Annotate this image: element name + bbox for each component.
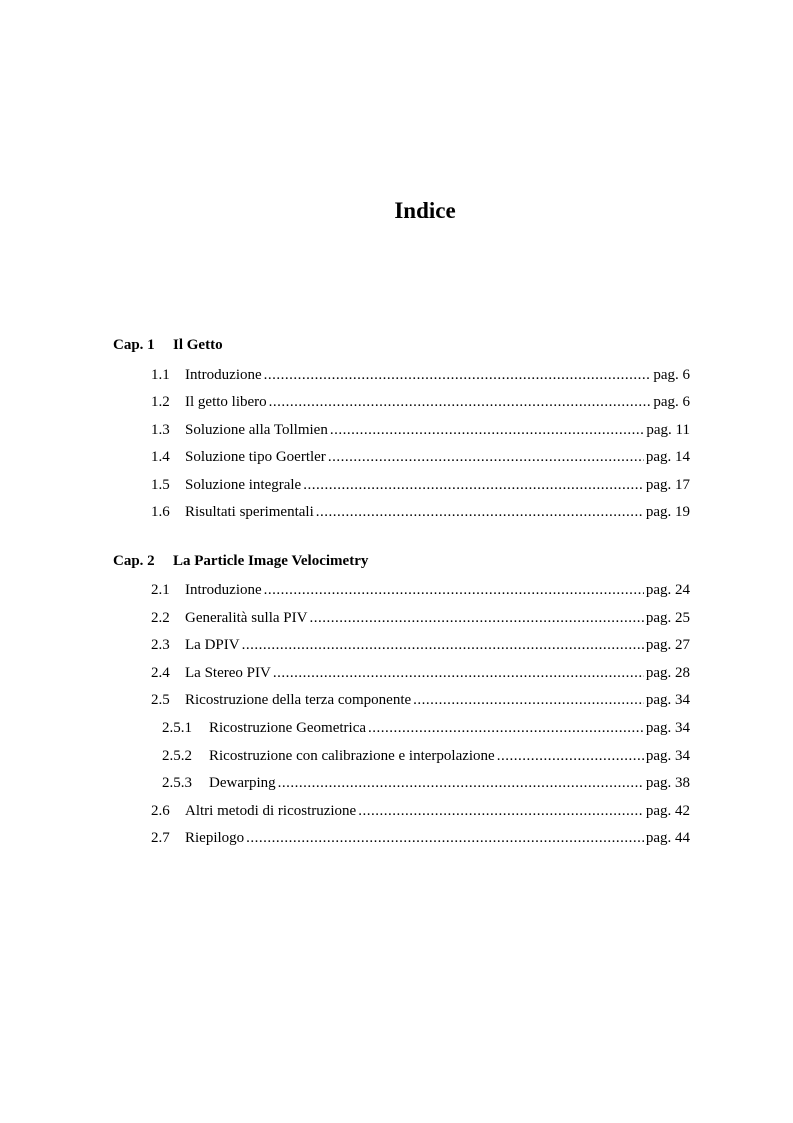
dot-leader xyxy=(264,577,644,605)
entry-number: 2.3 xyxy=(151,637,170,654)
toc-entry[interactable] xyxy=(113,577,690,605)
entry-page: pag. 17 xyxy=(645,476,690,493)
toc-entry[interactable] xyxy=(113,362,690,390)
toc-entry[interactable] xyxy=(113,660,690,688)
chapter-heading[interactable] xyxy=(113,334,690,356)
entry-title: Ricostruzione con calibrazione e interpolazione xyxy=(209,747,495,764)
table-of-contents xyxy=(113,334,690,853)
entry-number: 2.7 xyxy=(151,830,170,847)
entry-title: Il getto libero xyxy=(185,394,267,411)
chapter-label: Cap. 2 xyxy=(113,552,155,569)
entry-page: pag. 6 xyxy=(653,366,690,383)
chapter-title: La Particle Image Velocimetry xyxy=(173,552,369,569)
entry-title: Soluzione integrale xyxy=(185,476,302,493)
dot-leader xyxy=(264,362,652,390)
dot-leader xyxy=(330,417,645,445)
dot-leader xyxy=(309,605,643,633)
dot-leader xyxy=(246,825,644,853)
entry-page: pag. 24 xyxy=(645,582,690,599)
entry-page: pag. 42 xyxy=(645,802,690,819)
entry-page: pag. 6 xyxy=(653,394,690,411)
entry-page: pag. 11 xyxy=(646,421,690,438)
toc-entry[interactable] xyxy=(113,499,690,527)
entry-title: La DPIV xyxy=(185,637,240,654)
entry-page: pag. 34 xyxy=(645,692,690,709)
entry-title: Risultati sperimentali xyxy=(185,504,314,521)
toc-entry[interactable] xyxy=(113,417,690,445)
entry-page: pag. 25 xyxy=(645,609,690,626)
toc-entry[interactable] xyxy=(113,687,690,715)
chapter-title: Il Getto xyxy=(173,337,223,353)
chapter-2 xyxy=(113,550,690,853)
entry-page: pag. 14 xyxy=(645,449,690,466)
toc-entry[interactable] xyxy=(113,472,690,500)
entry-title: Soluzione tipo Goertler xyxy=(185,449,326,466)
chapter-1 xyxy=(113,334,690,527)
entry-number: 2.5.3 xyxy=(162,775,192,792)
dot-leader xyxy=(269,389,652,417)
dot-leader xyxy=(316,499,644,527)
entry-number: 2.6 xyxy=(151,802,170,819)
entry-page: pag. 28 xyxy=(645,664,690,681)
entry-title: Dewarping xyxy=(209,775,276,792)
chapter-heading[interactable] xyxy=(113,550,690,572)
toc-subentry[interactable] xyxy=(113,743,690,771)
entry-page: pag. 38 xyxy=(645,775,690,792)
entry-number: 1.4 xyxy=(151,449,170,466)
entry-number: 1.3 xyxy=(151,421,170,438)
entry-number: 2.1 xyxy=(151,582,170,599)
dot-leader xyxy=(368,715,644,743)
dot-leader xyxy=(497,743,644,771)
entry-number: 2.2 xyxy=(151,609,170,626)
entry-title: Ricostruzione Geometrica xyxy=(209,720,367,737)
dot-leader xyxy=(242,632,644,660)
dot-leader xyxy=(358,798,644,826)
entry-title: La Stereo PIV xyxy=(185,664,271,681)
page-title: Indice xyxy=(394,198,456,223)
toc-entry[interactable] xyxy=(113,444,690,472)
entry-title: Introduzione xyxy=(185,582,262,599)
chapter-label: Cap. 1 xyxy=(113,337,155,353)
toc-entry[interactable] xyxy=(113,632,690,660)
toc-entry[interactable] xyxy=(113,798,690,826)
entry-number: 2.5.2 xyxy=(162,747,192,764)
dot-leader xyxy=(328,444,644,472)
entry-title: Generalità sulla PIV xyxy=(185,609,308,626)
entry-page: pag. 34 xyxy=(645,747,690,764)
entry-number: 1.1 xyxy=(151,366,170,383)
dot-leader xyxy=(413,687,644,715)
entry-title: Altri metodi di ricostruzione xyxy=(185,802,357,819)
entry-page: pag. 34 xyxy=(645,720,690,737)
entry-title: Riepilogo xyxy=(185,830,245,847)
toc-entry[interactable] xyxy=(113,825,690,853)
dot-leader xyxy=(273,660,644,688)
entry-number: 1.5 xyxy=(151,476,170,493)
entry-page: pag. 44 xyxy=(645,830,690,847)
toc-entry[interactable] xyxy=(113,389,690,417)
entry-page: pag. 19 xyxy=(645,504,690,521)
toc-entry[interactable] xyxy=(113,605,690,633)
entry-title: Soluzione alla Tollmien xyxy=(185,421,328,438)
toc-subentry[interactable] xyxy=(113,715,690,743)
entry-number: 2.5 xyxy=(151,692,170,709)
dot-leader xyxy=(278,770,644,798)
entry-page: pag. 27 xyxy=(645,637,690,654)
entry-number: 1.2 xyxy=(151,394,170,411)
entry-number: 2.4 xyxy=(151,664,170,681)
entry-title: Introduzione xyxy=(185,366,262,383)
dot-leader xyxy=(303,472,644,500)
entry-number: 2.5.1 xyxy=(162,720,192,737)
entry-number: 1.6 xyxy=(151,504,170,521)
entry-title: Ricostruzione della terza componente xyxy=(185,692,412,709)
toc-subentry[interactable] xyxy=(113,770,690,798)
